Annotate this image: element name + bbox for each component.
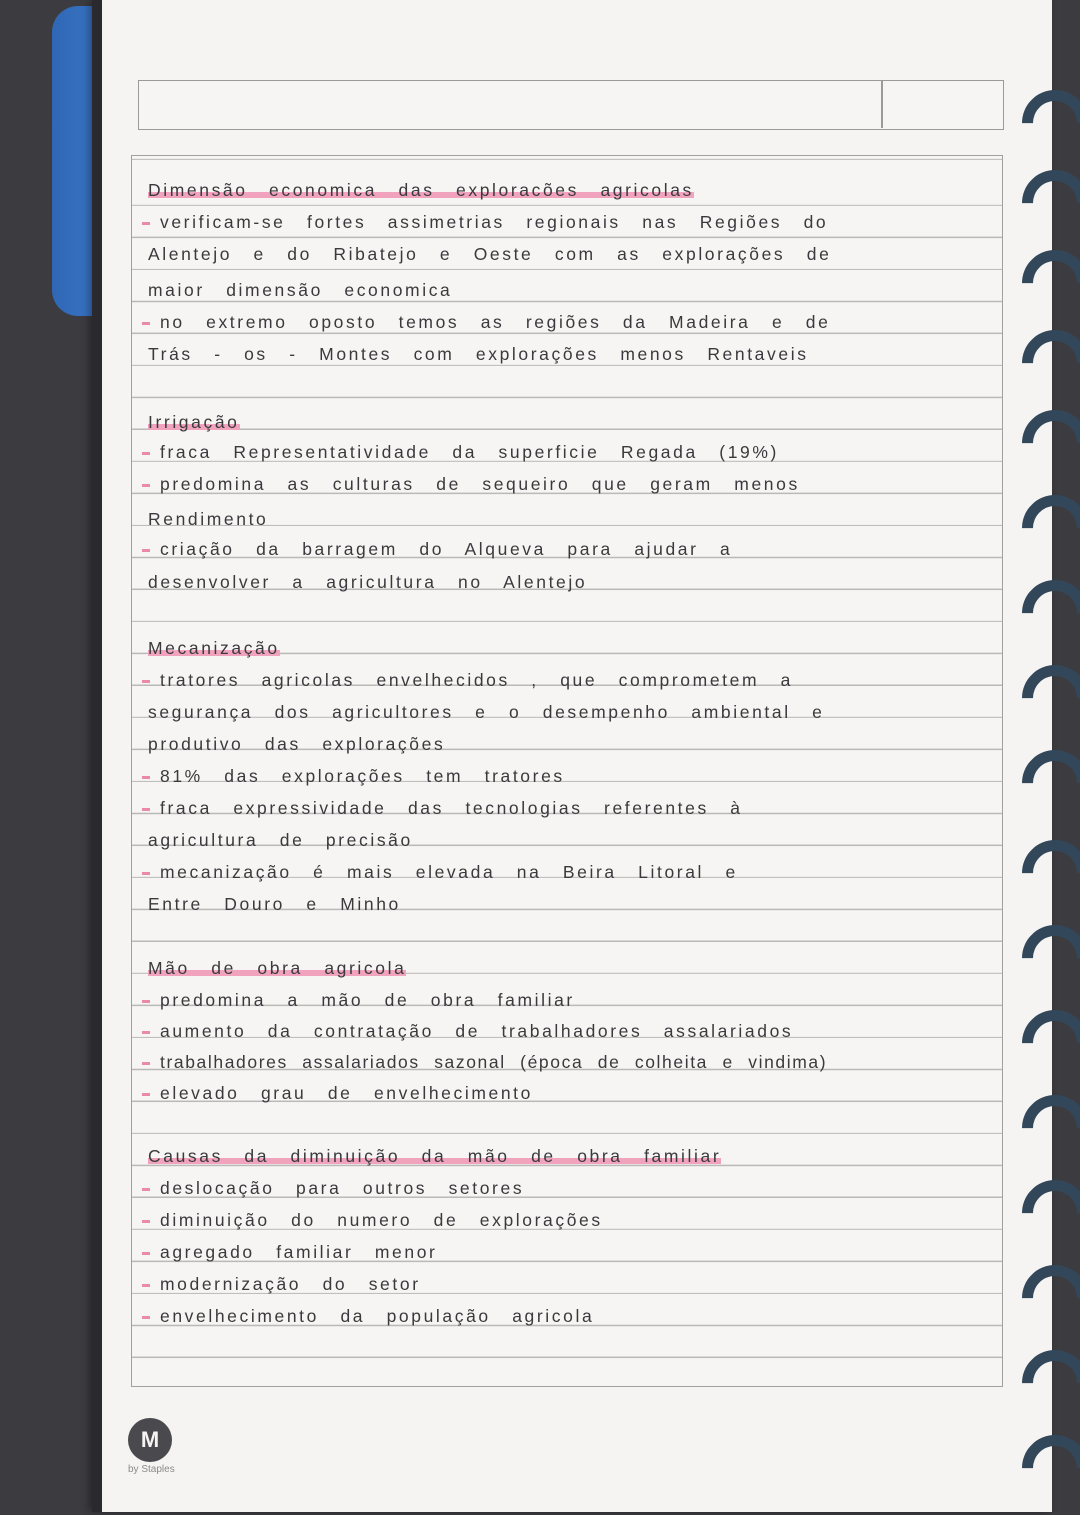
binder-ring-icon (1008, 996, 1080, 1089)
note-line: Entre Douro e Minho (148, 894, 401, 914)
note-line: fraca Representatividade da superficie Regada (19%) (148, 436, 779, 468)
note-line: Alentejo e do Ribatejo e Oeste com as explorações de (148, 244, 832, 264)
note-line: agregado familiar menor (148, 1236, 437, 1268)
note-line: tratores agricolas envelhecidos , que comprometem a (148, 664, 793, 696)
page-edge (92, 0, 102, 1512)
binder-ring-icon (1008, 236, 1080, 329)
binder-ring-icon (1008, 316, 1080, 409)
note-line: diminuição do numero de explorações (148, 1204, 603, 1236)
note-line: no extremo oposto temos as regiões da Madeira e de (148, 306, 830, 338)
bullet-dash (142, 322, 150, 325)
note-line: Trás - os - Montes com explorações menos Rentaveis (148, 344, 809, 364)
header-box (138, 80, 1004, 130)
binder-ring-icon (1008, 566, 1080, 659)
note-line: segurança dos agricultores e o desempenho ambiental e (148, 702, 825, 722)
bullet-dash (142, 452, 150, 455)
note-line: Rendimento (148, 509, 269, 529)
section-title-mao-de-obra: Mão de obra agricola (148, 958, 407, 978)
binder-ring-icon (1008, 156, 1080, 249)
bullet-dash (142, 1093, 150, 1096)
binder-ring-icon (1008, 736, 1080, 829)
bullet-dash (142, 1252, 150, 1255)
note-line: envelhecimento da população agricola (148, 1300, 594, 1332)
binder-ring-icon (1008, 826, 1080, 919)
binder-ring-icon (1008, 911, 1080, 1004)
note-line: elevado grau de envelhecimento (148, 1077, 533, 1109)
binder-ring-icon (1008, 1421, 1080, 1514)
note-line: fraca expressividade das tecnologias referentes à (148, 792, 743, 824)
bullet-dash (142, 1284, 150, 1287)
section-title-mecanizacao: Mecanização (148, 638, 280, 658)
note-line: trabalhadores assalariados sazonal (época de colheita e vindima) (148, 1046, 827, 1078)
binder-ring-icon (1008, 481, 1080, 574)
bullet-dash (142, 1000, 150, 1003)
note-line: predomina as culturas de sequeiro que geram menos (148, 468, 800, 500)
binder-ring-icon (1008, 1166, 1080, 1259)
bullet-dash (142, 776, 150, 779)
binder-ring-icon (1008, 396, 1080, 489)
bullet-dash (142, 680, 150, 683)
note-line: predomina a mão de obra familiar (148, 984, 575, 1016)
note-line: criação da barragem do Alqueva para ajudar a (148, 533, 732, 565)
note-line: deslocação para outros setores (148, 1172, 524, 1204)
bullet-dash (142, 484, 150, 487)
bullet-dash (142, 549, 150, 552)
note-line: verificam-se fortes assimetrias regionais nas Regiões do (148, 206, 828, 238)
bullet-dash (142, 1316, 150, 1319)
bullet-dash (142, 808, 150, 811)
binder-ring-icon (1008, 1081, 1080, 1174)
note-line: 81% das explorações tem tratores (148, 760, 565, 792)
bullet-dash (142, 1031, 150, 1034)
binder-ring-icon (1008, 76, 1080, 169)
note-line: modernização do setor (148, 1268, 421, 1300)
section-title-causas: Causas da diminuição da mão de obra familiar (148, 1146, 722, 1166)
note-line: produtivo das explorações (148, 734, 446, 754)
binder-rings (1020, 0, 1080, 1512)
note-line: desenvolver a agricultura no Alentejo (148, 572, 588, 592)
note-line: aumento da contratação de trabalhadores assalariados (148, 1015, 793, 1047)
bullet-dash (142, 222, 150, 225)
note-line: agricultura de precisão (148, 830, 413, 850)
note-line: mecanização é mais elevada na Beira Litoral e (148, 856, 738, 888)
bullet-dash (142, 1062, 150, 1065)
binder-ring-icon (1008, 1336, 1080, 1429)
binder-ring-icon (1008, 651, 1080, 744)
binder-ring-icon (1008, 1251, 1080, 1344)
brand-caption: by Staples (128, 1464, 175, 1475)
brand-logo-icon: M (128, 1418, 172, 1462)
bullet-dash (142, 1220, 150, 1223)
bullet-dash (142, 872, 150, 875)
note-line: maior dimensão economica (148, 280, 453, 300)
bullet-dash (142, 1188, 150, 1191)
section-title-irrigacao: Irrigação (148, 412, 240, 432)
header-divider (881, 81, 883, 128)
section-title-dimensao: Dimensão economica das exploracões agricolas (148, 180, 694, 200)
